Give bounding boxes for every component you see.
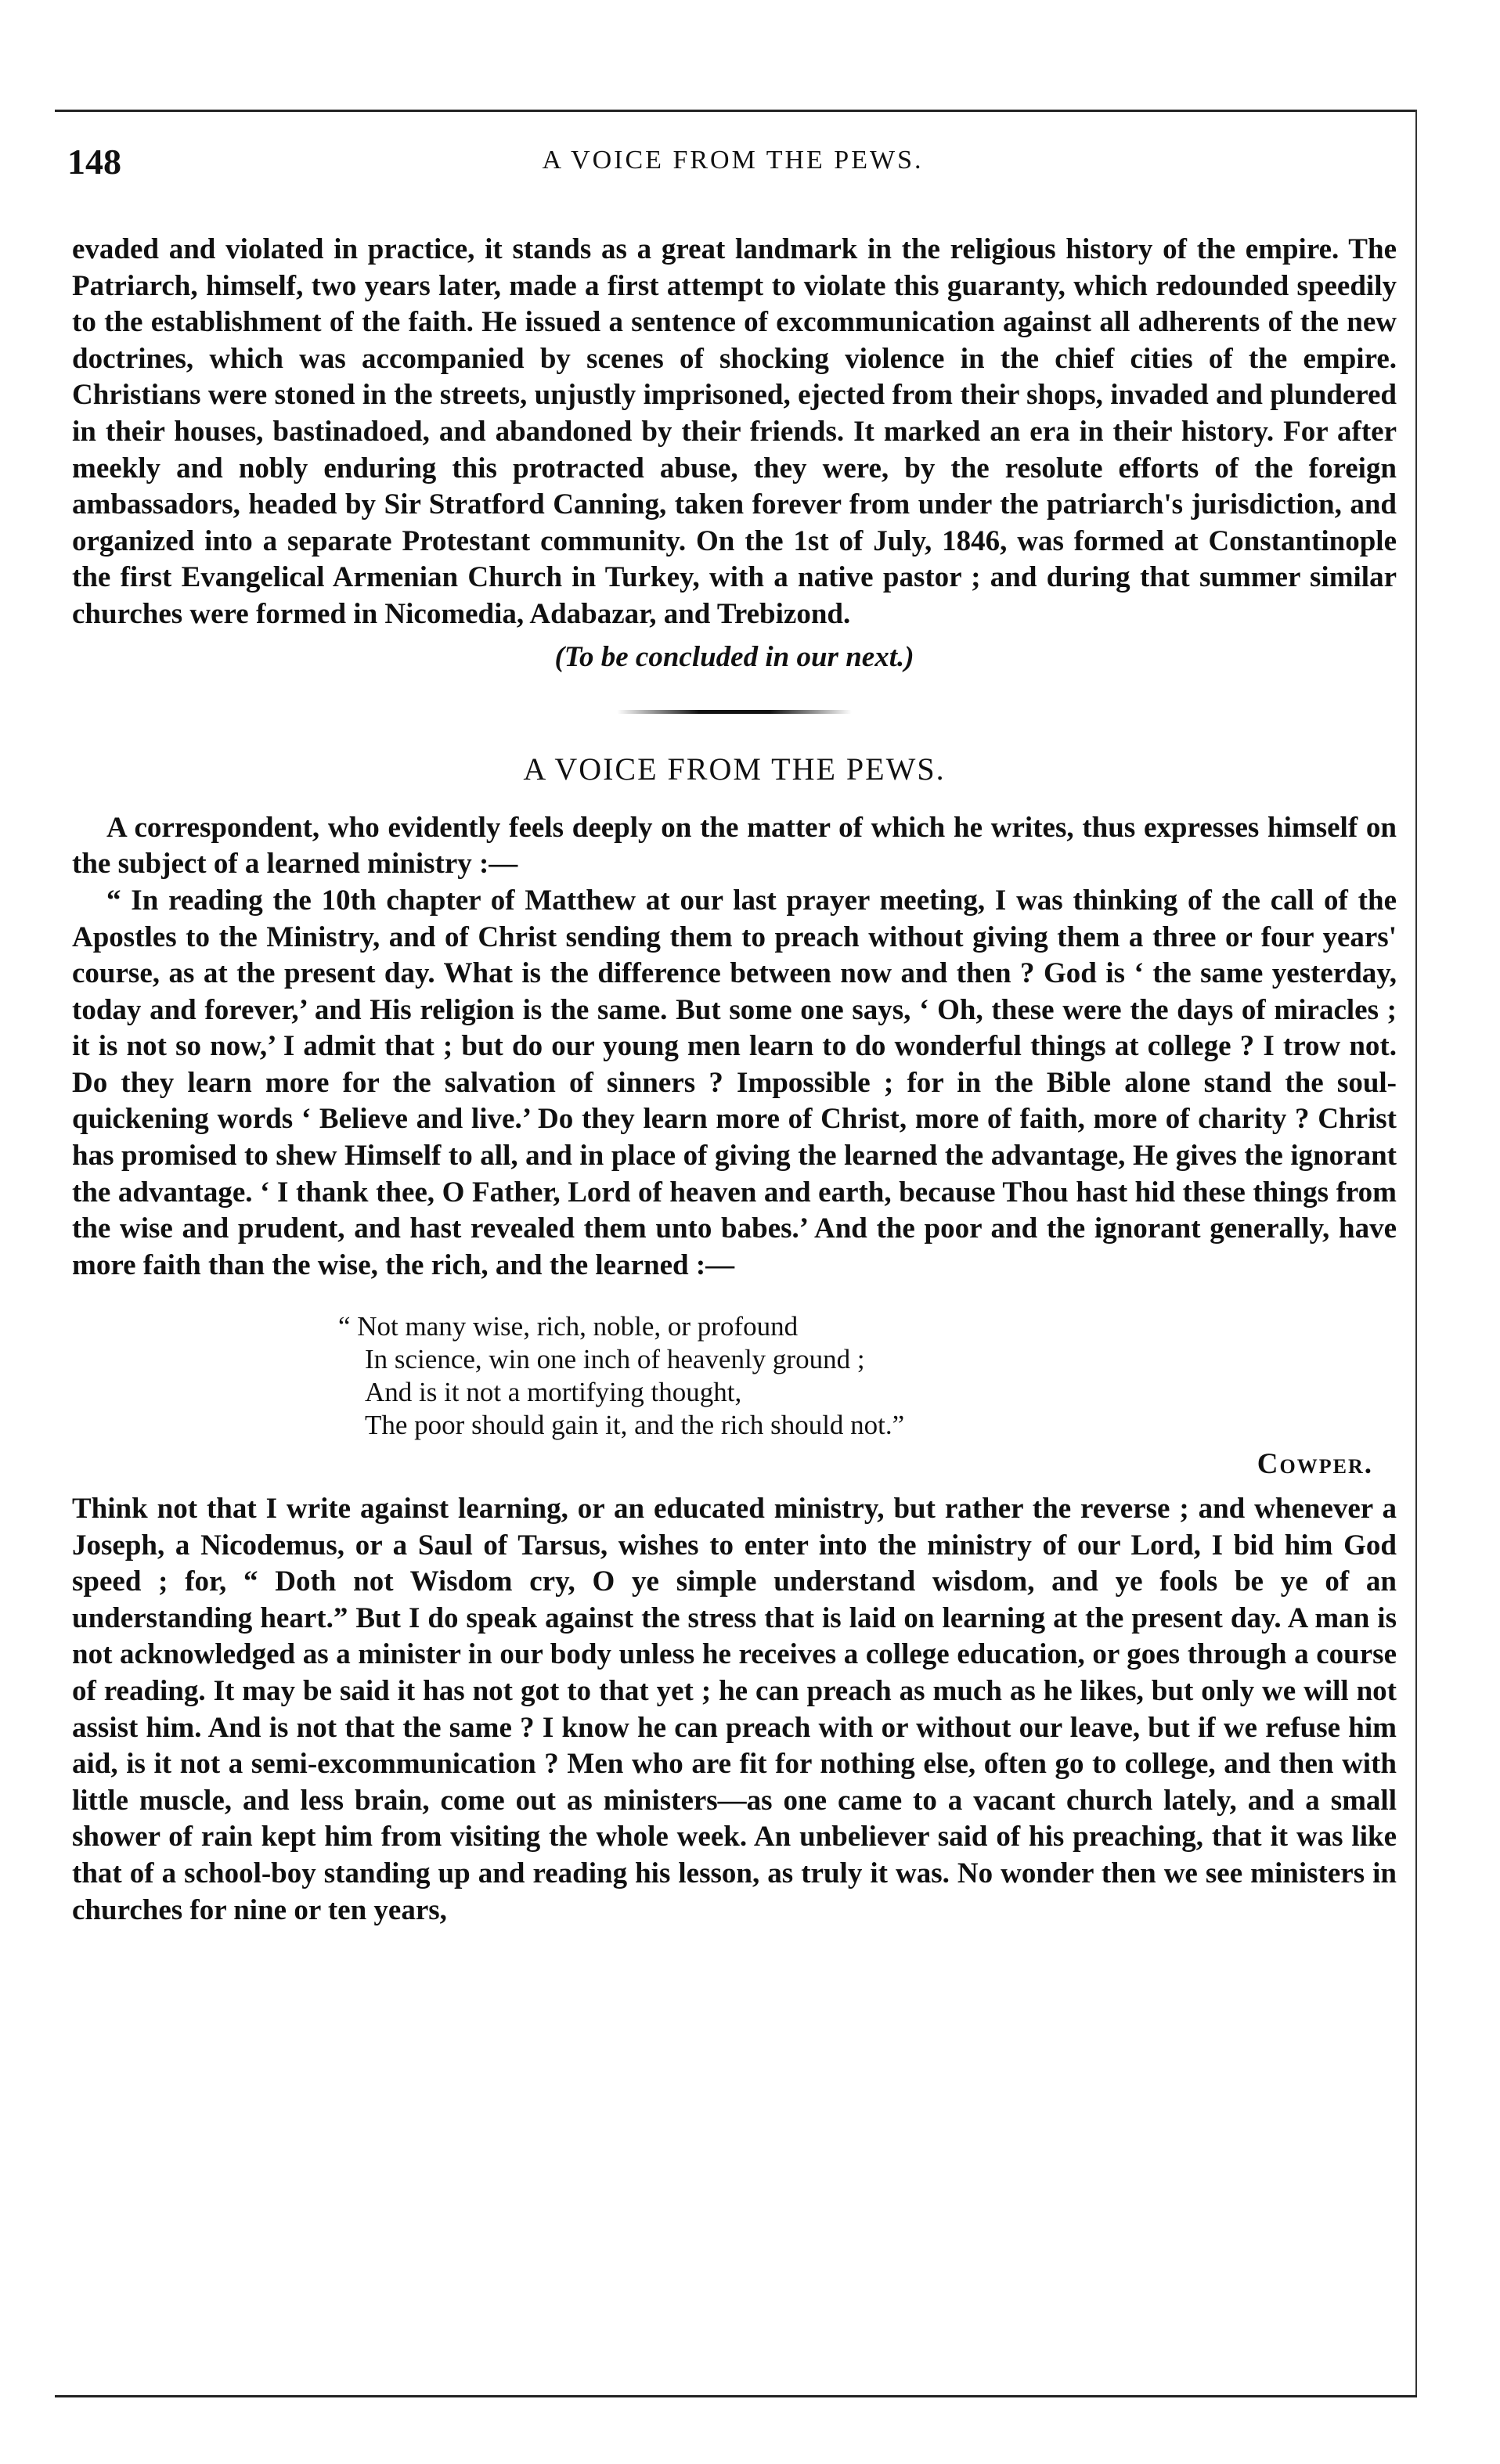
poem-line: “ Not many wise, rich, noble, or profound <box>338 1311 799 1342</box>
paragraph-continued: evaded and violated in practice, it stands as a great landmark in the religious history of the empire. The Patriarch, himself, two years later, made a first attempt to violate this guaranty, which redounded speedily to the establishment of the faith. He issued a sentence of excommunication against all adherents of the new doctrines, which was accompanied by scenes of shocking violence in the chief cities of the empire. Christians were stoned in the streets, unjustly imprisoned, ejected from their shops, invaded and plundered in their houses, bastinadoed, and abandoned by their friends. It marked an era in their history. For after meekly and nobly enduring this protracted abuse, they were, by the resolute efforts of the foreign ambassadors, headed by Sir Stratford Canning, taken forever from under the patriarch's jurisdiction, and organized into a separate Protestant community. On the 1st of July, 1846, was formed at Constantinople the first Evangelical Armenian Church in Turkey, with a native pastor ; and during that summer similar churches were formed in Nicomedia, Adabazar, and Trebizond. <box>72 233 1397 630</box>
to-be-concluded-note: (To be concluded in our next.) <box>554 640 914 673</box>
poem-attribution: Cowper. <box>1257 1448 1373 1481</box>
section-title: A VOICE FROM THE PEWS. <box>523 751 946 787</box>
page-header <box>67 141 1398 188</box>
page-number: 148 <box>67 142 121 182</box>
poem-line: The poor should gain it, and the rich should not.” <box>365 1410 905 1441</box>
section-divider <box>617 710 852 714</box>
right-rule <box>1415 110 1417 2395</box>
poem-line: In science, win one inch of heavenly ground ; <box>365 1344 865 1375</box>
paragraph-letter-continued: Think not that I write against learning, or an educated ministry, but rather the reverse ; and whenever a Joseph, a Nicodemus, or a Saul of Tarsus, wishes to enter into the ministry of our Lord, I bid him God speed ; for, “ Doth not Wisdom cry, O ye simple understand wisdom, and ye fools be ye of an understanding heart.” But I do speak against the stress that is laid on learning at the present day. A man is not acknowledged as a minister in our body unless he receives a college education, or goes through a course of reading. It may be said it has not got to that yet ; he can preach as much as he likes, but only we will not assist him. And is not that the same ? I know he can preach with or without our leave, but if we refuse him aid, is it not a semi-excommunication ? Men who are fit for nothing else, often go to college, and then with little muscle, and less brain, come out as ministers—as one came to a vacant church lately, and a small shower of rain kept him from visiting the whole week. An unbeliever said of his preaching, that it was like that of a school-boy standing up and reading his lesson, as truly it was. No wonder then we see ministers in churches for nine or ten years, <box>72 1493 1397 1926</box>
paragraph-correspondent-intro: A correspondent, who evidently feels deeply on the matter of which he writes, thus expresses himself on the subject of a learned ministry :— <box>72 811 1397 881</box>
running-head: A VOICE FROM THE PEWS. <box>542 146 924 175</box>
poem-line: And is it not a mortifying thought, <box>365 1377 742 1408</box>
top-rule <box>55 110 1417 112</box>
bottom-rule <box>55 2395 1417 2397</box>
poem-quote <box>72 1310 1397 1442</box>
article-body <box>72 232 1397 1929</box>
paragraph-letter-opening: “ In reading the 10th chapter of Matthew at our last prayer meeting, I was thinking of the call of the Apostles to the Ministry, and of Christ sending them to preach without giving them a three or four years' course, as at the present day. What is the difference between now and then ? God is ‘ the same yesterday, today and forever,’ and His religion is the same. But some one says, ‘ Oh, these were the days of miracles ; it is not so now,’ I admit that ; but do our young men learn to do wonderful things at college ? I trow not. Do they learn more for the salvation of sinners ? Impossible ; for in the Bible alone stand the soul-quickening words ‘ Believe and live.’ Do they learn more of Christ, more of faith, more of charity ? Christ has promised to shew Himself to all, and in place of giving the learned the advantage, He gives the ignorant the advantage. ‘ I thank thee, O Father, Lord of heaven and earth, because Thou hast hid these things from the wise and prudent, and hast revealed them unto babes.’ And the poor and the ignorant generally, have more faith than the wise, the rich, and the learned :— <box>72 884 1397 1281</box>
